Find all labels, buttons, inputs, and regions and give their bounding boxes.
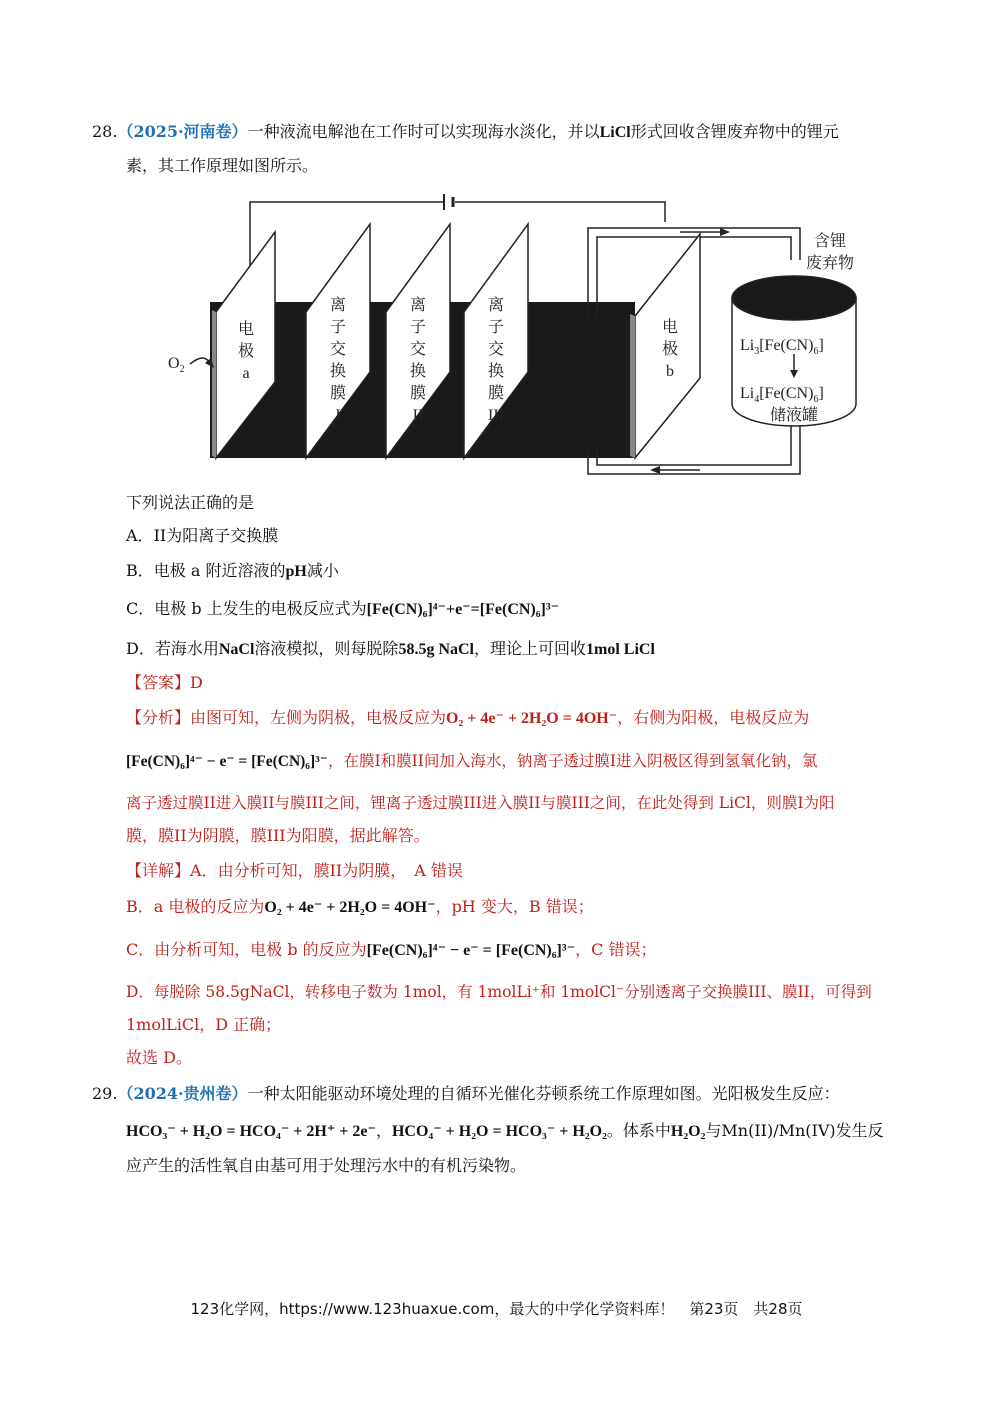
svg-text:极: 极 bbox=[237, 343, 255, 360]
detail-c: C．由分析可知，电极 b 的反应为[Fe(CN)₆]⁴⁻ − e⁻ = [Fe(CN)₆]³⁻，C 错误； bbox=[126, 940, 657, 959]
option-a: A．II为阳离子交换膜 bbox=[126, 526, 279, 545]
svg-text:换: 换 bbox=[329, 363, 347, 380]
svg-text:b: b bbox=[666, 363, 674, 380]
svg-text:换: 换 bbox=[409, 363, 427, 380]
q28-line-1 bbox=[92, 121, 839, 144]
svg-text:交: 交 bbox=[487, 341, 505, 358]
question-source: （2025·河南卷） bbox=[117, 122, 248, 141]
electrolysis-diagram bbox=[168, 192, 860, 482]
option-d: D．若海水用NaCl溶液模拟，则每脱除58.5g NaCl，理论上可回收1mol LiCl bbox=[126, 639, 655, 658]
analysis-line-3: 离子透过膜II进入膜II与膜III之间，锂离子透过膜III进入膜II与膜III之间，在此处得到 LiCl，则膜I为阳 bbox=[126, 794, 835, 812]
detail-b: B．a 电极的反应为O₂ + 4e⁻ + 2H₂O = 4OH⁻，pH 变大，B 错误； bbox=[126, 897, 594, 916]
waste-label-2: 废弃物 bbox=[805, 255, 855, 272]
option-c: C．电极 b 上发生的电极反应式为[Fe(CN)₆]⁴⁻+e⁻=[Fe(CN)₆]³⁻ bbox=[126, 599, 560, 618]
svg-text:a: a bbox=[242, 365, 250, 382]
battery-icon bbox=[444, 194, 453, 210]
answer: 【答案】D bbox=[126, 673, 203, 692]
question-number: 28. bbox=[92, 122, 118, 141]
page-footer: 123化学网，https://www.123huaxue.com，最大的中学化学资料库！ 第23页 共28页 bbox=[190, 1300, 803, 1318]
svg-text:电: 电 bbox=[661, 319, 679, 336]
detail-d-line-2: 1molLiCl，D 正确； bbox=[126, 1015, 282, 1034]
svg-text:交: 交 bbox=[329, 341, 347, 358]
question-number: 29. bbox=[92, 1084, 118, 1103]
analysis-line-2: [Fe(CN)₆]⁴⁻ − e⁻ = [Fe(CN)₆]³⁻，在膜I和膜II间加入海水，钠离子透过膜I进入阴极区得到氢氧化钠，氯 bbox=[126, 752, 818, 770]
svg-text:子: 子 bbox=[409, 319, 427, 336]
svg-text:极: 极 bbox=[661, 341, 679, 358]
svg-text:膜: 膜 bbox=[409, 385, 427, 402]
svg-text:电: 电 bbox=[237, 321, 255, 338]
o2-label: $O_2$ bbox=[168, 355, 185, 375]
li4-label: $Li_4[Fe(CN)_6]$ bbox=[740, 385, 824, 405]
analysis-line-4: 膜，膜II为阴膜，膜III为阳膜，据此解答。 bbox=[126, 826, 430, 845]
stem-text: 形式回收含锂废弃物中的锂元 bbox=[630, 122, 839, 141]
question-prompt: 下列说法正确的是 bbox=[126, 493, 255, 512]
q28-line-2: 素，其工作原理如图所示。 bbox=[126, 156, 319, 175]
svg-text:交: 交 bbox=[409, 341, 427, 358]
li3-label: $Li_3[Fe(CN)_6]$ bbox=[740, 337, 824, 357]
svg-text:离: 离 bbox=[487, 297, 505, 314]
svg-text:II: II bbox=[412, 407, 424, 424]
svg-text:III: III bbox=[488, 407, 504, 424]
stem-formula: LiCl bbox=[599, 124, 631, 141]
svg-text:离: 离 bbox=[409, 297, 427, 314]
option-b: B．电极 a 附近溶液的pH减小 bbox=[126, 561, 339, 580]
detail-a: 【详解】A．由分析可知，膜II为阴膜， A 错误 bbox=[126, 861, 463, 880]
svg-text:I: I bbox=[335, 407, 341, 424]
conclusion: 故选 D。 bbox=[126, 1048, 192, 1067]
detail-d-line-1: D．每脱除 58.5gNaCl，转移电子数为 1mol，有 1molLi⁺和 1molCl⁻分别透离子交换膜III、膜II，可得到 bbox=[126, 983, 872, 1001]
svg-text:膜: 膜 bbox=[487, 385, 505, 402]
svg-text:换: 换 bbox=[487, 363, 505, 380]
svg-text:离: 离 bbox=[329, 297, 347, 314]
waste-label-1: 含锂 bbox=[813, 233, 847, 250]
analysis-line-1: 【分析】由图可知，左侧为阴极，电极反应为O₂ + 4e⁻ + 2H₂O = 4OH⁻，右侧为阳极，电极反应为 bbox=[126, 708, 810, 727]
svg-text:子: 子 bbox=[329, 319, 347, 336]
svg-text:膜: 膜 bbox=[329, 385, 347, 402]
stem-text: 一种液流电解池在工作时可以实现海水淡化，并以 bbox=[247, 122, 600, 141]
q29-line-1: 29.（2024·贵州卷）一种太阳能驱动环境处理的自循环光催化芬顿系统工作原理如图。光阳极发生反应： bbox=[92, 1084, 840, 1103]
svg-text:子: 子 bbox=[487, 319, 505, 336]
circuit-wire bbox=[250, 202, 665, 302]
question-source: （2024·贵州卷） bbox=[117, 1084, 248, 1103]
q29-line-3: 应产生的活性氧自由基可用于处理污水中的有机污染物。 bbox=[126, 1156, 527, 1175]
tank-label: 储液罐 bbox=[769, 407, 819, 424]
q29-line-2: HCO₃⁻ + H₂O = HCO₄⁻ + 2H⁺ + 2e⁻，HCO₄⁻ + H₂O = HCO₃⁻ + H₂O₂。体系中H₂O₂与Mn(II)/Mn(IV)发生反 bbox=[126, 1121, 884, 1140]
